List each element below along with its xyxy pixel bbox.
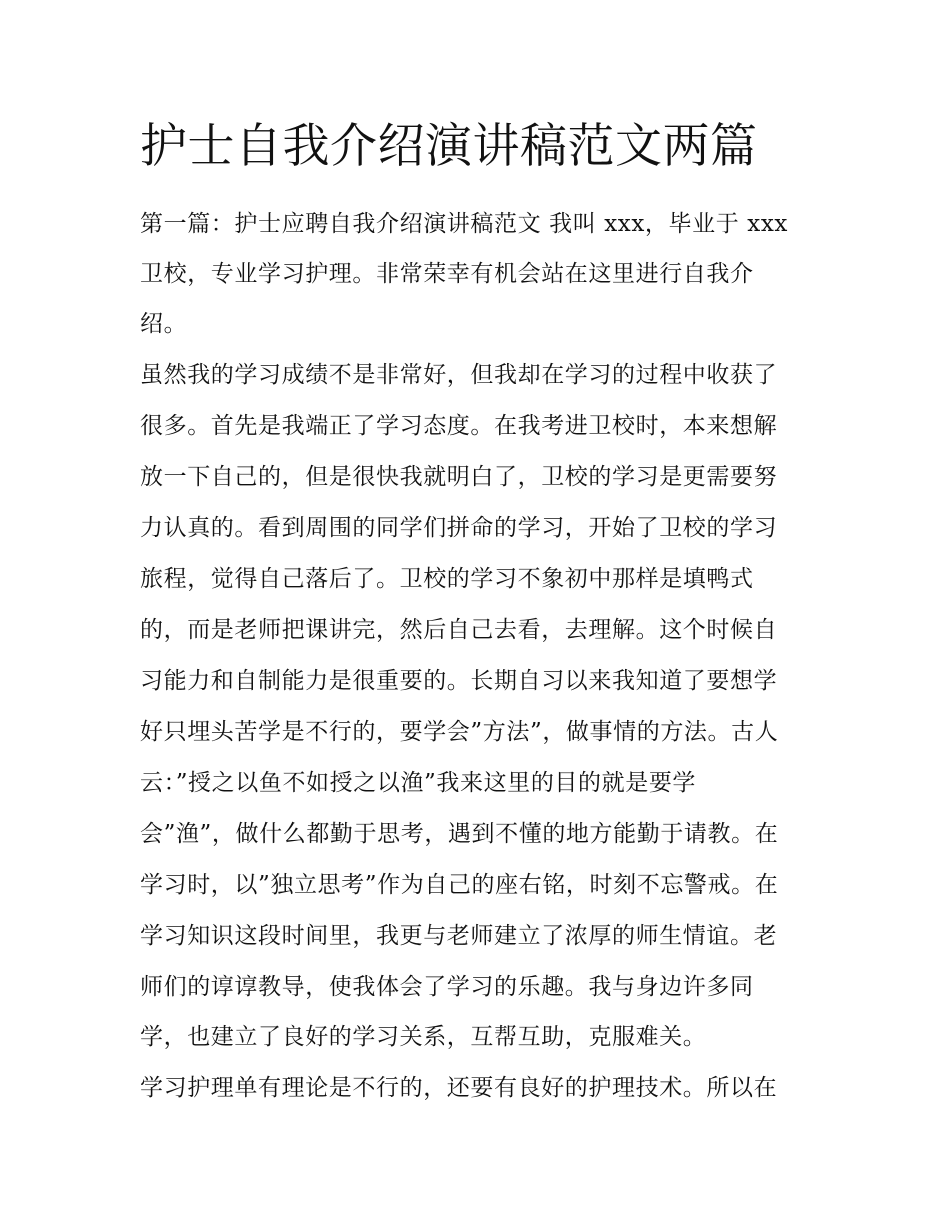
- text-line: 卫校，专业学习护理。非常荣幸有机会站在这里进行自我介: [140, 261, 754, 287]
- text-line: 旅程，觉得自己落后了。卫校的学习不象初中那样是填鸭式: [140, 566, 754, 592]
- text-line: 会”渔”，做什么都勤于思考，遇到不懂的地方能勤于请教。在: [140, 821, 779, 847]
- text-line: 的，而是老师把课讲完，然后自己去看，去理解。这个时候自: [140, 617, 778, 643]
- text-line: 学习知识这段时间里，我更与老师建立了浓厚的师生情谊。老: [140, 923, 778, 949]
- text-line: 很多。首先是我端正了学习态度。在我考进卫校时，本来想解: [140, 413, 778, 439]
- text-line: 学习时，以”独立思考”作为自己的座右铭，时刻不忘警戒。在: [140, 872, 779, 898]
- text-line: 力认真的。看到周围的同学们拼命的学习，开始了卫校的学习: [140, 515, 778, 541]
- text-line: 好只埋头苦学是不行的，要学会”方法”，做事情的方法。古人: [140, 719, 779, 745]
- text-line: 学习护理单有理论是不行的，还要有良好的护理技术。所以在: [140, 1075, 778, 1101]
- text-line: 放一下自己的，但是很快我就明白了，卫校的学习是更需要努: [140, 464, 778, 490]
- text-line: 学，也建立了良好的学习关系，互帮互助，克服难关。: [140, 1024, 707, 1050]
- text-line: 云：”授之以鱼不如授之以渔”我来这里的目的就是要学: [140, 770, 697, 796]
- text-line: 虽然我的学习成绩不是非常好，但我却在学习的过程中收获了: [140, 362, 778, 388]
- text-line: 习能力和自制能力是很重要的。长期自习以来我知道了要想学: [140, 668, 778, 694]
- text-line: 绍。: [140, 311, 188, 337]
- text-line: 师们的谆谆教导，使我体会了学习的乐趣。我与身边许多同: [140, 974, 754, 1000]
- text-line: 第一篇：护士应聘自我介绍演讲稿范文 我叫 xxx，毕业于 xxx: [140, 211, 788, 237]
- document-title: 护士自我介绍演讲稿范文两篇: [140, 119, 758, 174]
